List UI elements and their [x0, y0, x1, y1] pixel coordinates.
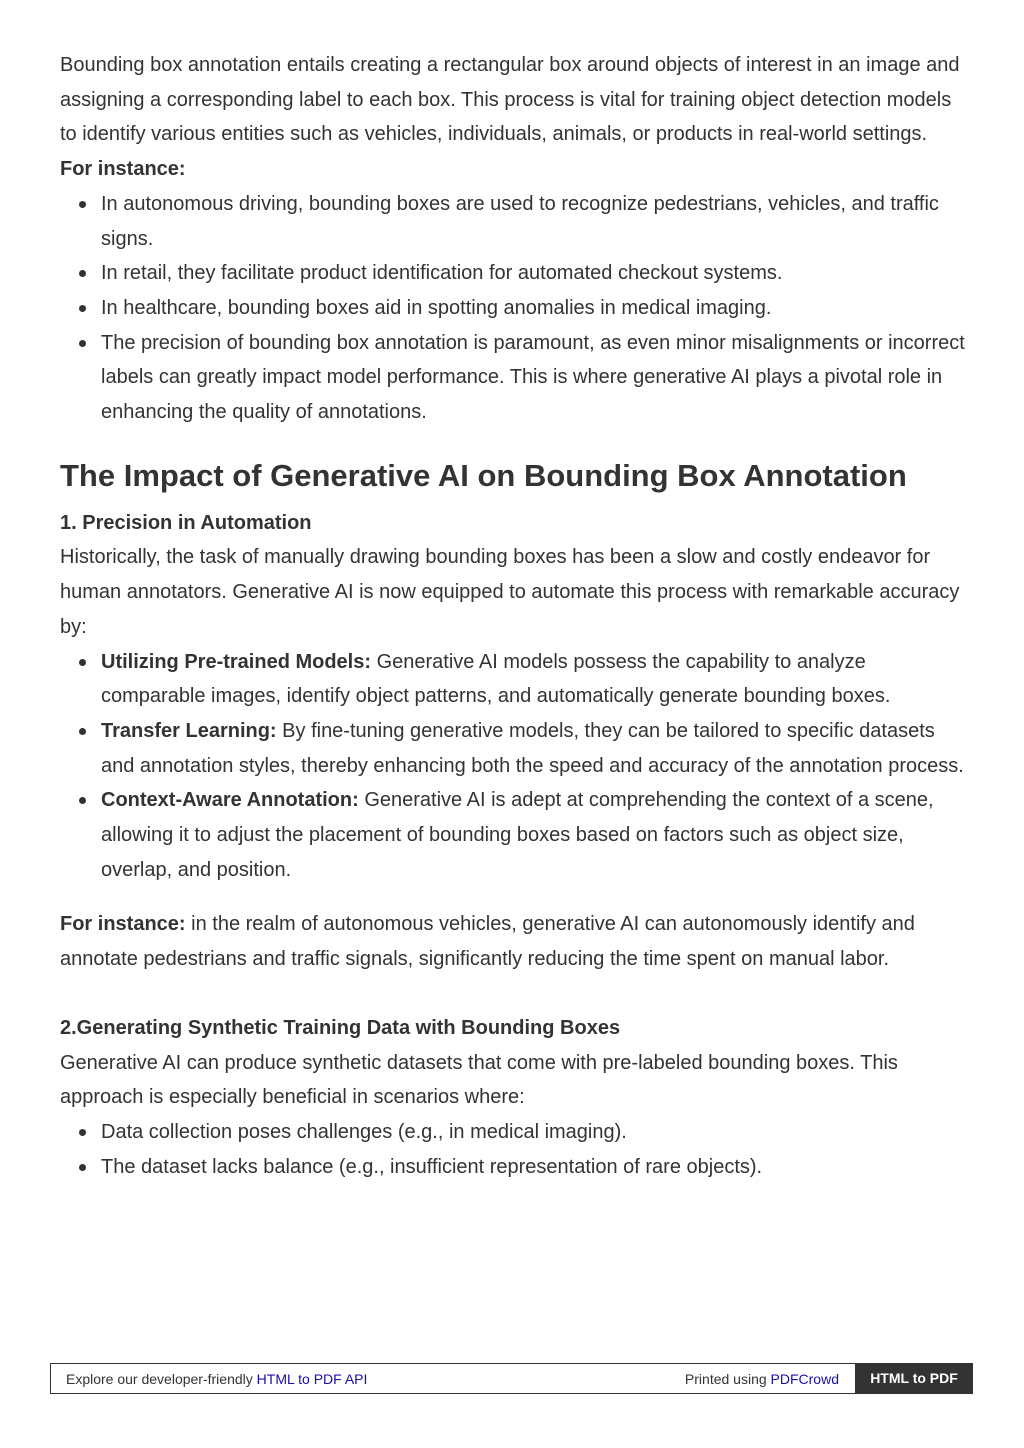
footer-explore [66, 1364, 367, 1394]
subsection-heading-precision: 1. Precision in Automation [60, 511, 312, 534]
bullet-text: By fine-tuning generative models, they can be tailored to specific datasets and annotation styles, thereby enhancing both the speed and accuracy of the annotation process. [101, 719, 964, 777]
html-to-pdf-button[interactable]: HTML to PDF [855, 1363, 973, 1394]
for-instance-label: For instance: [60, 158, 186, 181]
bullet-text: Generative AI is adept at comprehending the context of a scene, allowing it to adjust the placement of bounding boxes based on factors such as object size, overlap, and position. [101, 789, 934, 881]
footer-printed [685, 1364, 839, 1394]
intro-bullet-list [60, 187, 970, 430]
example-paragraph [60, 907, 970, 976]
footer-printed-text: Printed using [684, 1371, 771, 1387]
list-item [101, 783, 970, 887]
precision-bullet-list [60, 645, 970, 888]
example-label: For instance: [60, 913, 186, 936]
list-item: The precision of bounding box annotation is paramount, as even minor misalignments or incorrect labels can greatly impact model performance. This is where generative AI plays a pivotal role in enhancing the quality of annotations. [101, 326, 970, 430]
pdfcrowd-link[interactable]: PDFCrowd [770, 1371, 839, 1387]
footer-explore-text: Explore our developer-friendly [66, 1371, 257, 1387]
section-heading: The Impact of Generative AI on Bounding Box Annotation [60, 457, 907, 493]
list-item: In autonomous driving, bounding boxes are used to recognize pedestrians, vehicles, and traffic signs. [101, 187, 970, 256]
example-text: in the realm of autonomous vehicles, generative AI can autonomously identify and annotate pedestrians and traffic signals, significantly reducing the time spent on manual labor. [60, 913, 915, 971]
precision-paragraph: Historically, the task of manually drawing bounding boxes has been a slow and costly endeavor for human annotators. Generative AI is now equipped to automate this process with remarkable accuracy by: [60, 546, 960, 638]
synthetic-paragraph: Generative AI can produce synthetic datasets that come with pre-labeled bounding boxes. This approach is especially beneficial in scenarios where: [60, 1051, 898, 1109]
bullet-label: Transfer Learning: [101, 719, 277, 742]
list-item: Data collection poses challenges (e.g., in medical imaging). [101, 1115, 970, 1150]
bullet-text: Generative AI models possess the capability to analyze comparable images, identify object patterns, and automatically generate bounding boxes. [101, 650, 891, 708]
list-item [101, 645, 970, 714]
bullet-label: Context-Aware Annotation: [101, 789, 359, 812]
subsection-heading-synthetic: 2.Generating Synthetic Training Data with Bounding Boxes [60, 1016, 621, 1039]
list-item [101, 714, 970, 783]
synthetic-bullet-list [60, 1115, 970, 1184]
pdfcrowd-footer [50, 1363, 973, 1394]
list-item: The dataset lacks balance (e.g., insufficient representation of rare objects). [101, 1150, 970, 1185]
list-item: In retail, they facilitate product identification for automated checkout systems. [101, 256, 970, 291]
bullet-label: Utilizing Pre-trained Models: [101, 650, 372, 673]
html-to-pdf-api-link[interactable]: HTML to PDF API [256, 1371, 368, 1387]
intro-paragraph: Bounding box annotation entails creating a rectangular box around objects of interest in an image and assigning a corresponding label to each box. This process is vital for training object detection models to identify various entities such as vehicles, individuals, animals, or products in real-world settings. [60, 54, 960, 146]
list-item: In healthcare, bounding boxes aid in spotting anomalies in medical imaging. [101, 291, 970, 326]
article-body [60, 48, 970, 1184]
